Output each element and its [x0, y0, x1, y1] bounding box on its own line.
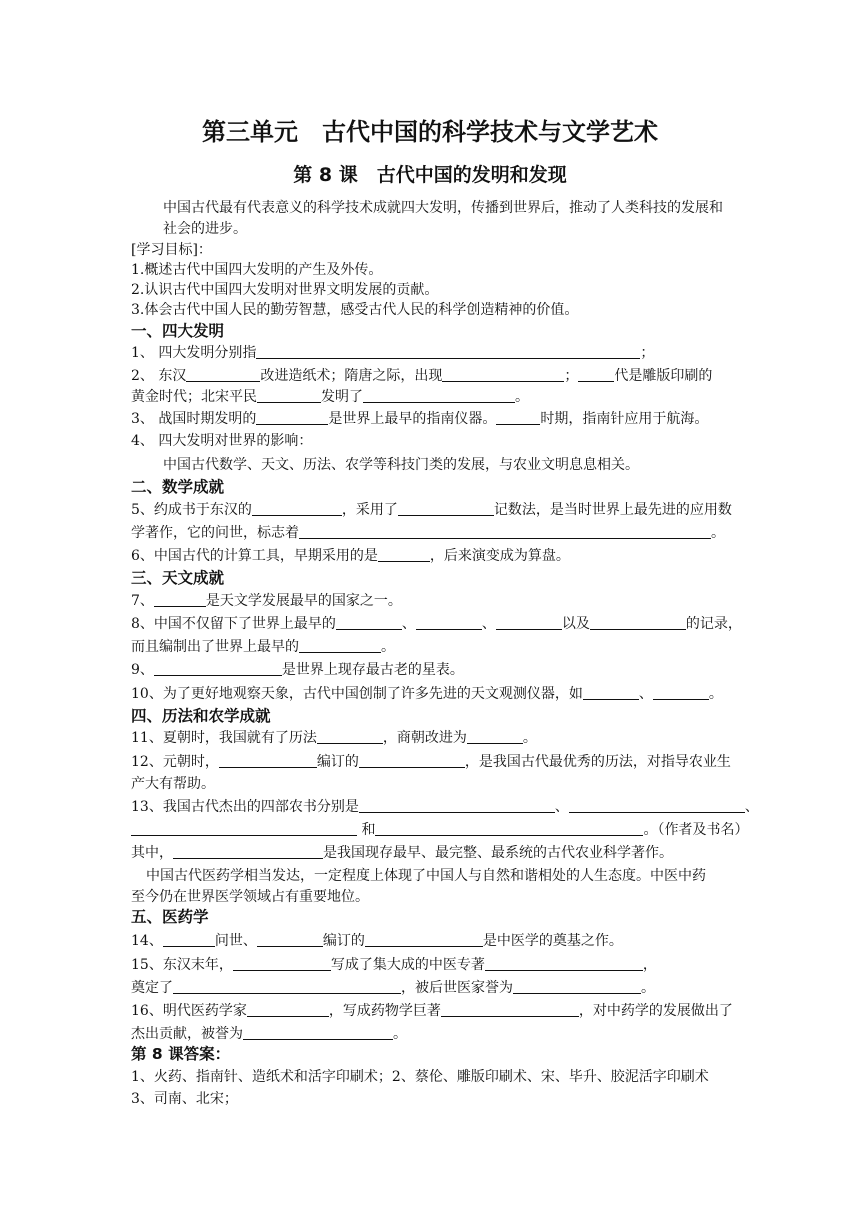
question-13-line-2: 和 。（作者及书名）	[131, 820, 748, 840]
section-heading: 四、历法和农学成就	[131, 707, 271, 725]
question-15-line-1: 15、东汉末年， 写成了集大成的中医专著 ，	[131, 957, 657, 973]
answer-blank[interactable]	[173, 844, 323, 859]
section-heading: 一、四大发明	[131, 322, 225, 340]
question-8-line-2: 而且编制出了世界上最早的 。	[131, 639, 395, 655]
answer-blank[interactable]	[378, 547, 430, 562]
answer-blank[interactable]	[359, 798, 555, 813]
note-medicine-line-1: 中国古代医药学相当发达，一定程度上体现了中国人与自然和谐相处的人生态度。中医中药	[146, 868, 706, 884]
answer-blank[interactable]	[398, 501, 494, 516]
question-13-line-1: 13、我国古代杰出的四部农书分别是 、 、	[131, 799, 759, 815]
intro-line-2: 社会的进步。	[163, 221, 247, 237]
goal-item-3: 3.体会古代中国人民的勤劳智慧，感受古代人民的科学创造精神的价值。	[131, 302, 579, 318]
question-5-line-1: 5、约成书于东汉的 ，采用了 记数法，是当时世界上最先进的应用数	[131, 502, 732, 518]
answer-blank[interactable]	[186, 367, 260, 382]
question-4: 4、 四大发明对世界的影响：	[131, 433, 313, 449]
question-3: 3、 战国时期发明的 是世界上最早的指南仪器。 时期，指南针应用于航海。	[131, 411, 709, 427]
answer-blank[interactable]	[173, 979, 401, 994]
unit-title: 第三单元 古代中国的科学技术与文学艺术	[202, 118, 658, 146]
answer-blank[interactable]	[336, 615, 402, 630]
answers-heading: 第 8 课答案：	[131, 1045, 231, 1063]
question-16-line-1: 16、明代医药学家 ，写成药物学巨著 ，对中药学的发展做出了	[131, 1003, 733, 1019]
answer-blank[interactable]	[496, 410, 540, 425]
answer-blank[interactable]	[163, 932, 215, 947]
question-2-line-2: 黄金时代；北宋平民 发明了 。	[131, 389, 529, 405]
answer-blank[interactable]	[256, 410, 328, 425]
answer-blank[interactable]	[317, 729, 383, 744]
question-1: 1、 四大发明分别指 ；	[131, 345, 655, 361]
answer-blank[interactable]	[442, 367, 564, 382]
answer-blank[interactable]	[219, 753, 317, 768]
answer-blank[interactable]	[485, 956, 643, 971]
answer-blank[interactable]	[363, 388, 515, 403]
note-agriculture: 中国古代数学、天文、历法、农学等科技门类的发展，与农业文明息息相关。	[163, 457, 639, 473]
answer-blank[interactable]	[257, 388, 321, 403]
answer-blank[interactable]	[299, 638, 381, 653]
question-8-line-1: 8、中国不仅留下了世界上最早的 、 、 以及 的记录，	[131, 616, 742, 632]
intro-line-1: 中国古代最有代表意义的科学技术成就四大发明，传播到世界后，推动了人类科技的发展和	[163, 200, 723, 216]
answer-blank[interactable]	[578, 367, 614, 382]
question-12-line-2: 产大有帮助。	[131, 776, 215, 792]
answer-blank[interactable]	[653, 685, 709, 700]
answer-blank[interactable]	[233, 956, 331, 971]
question-11: 11、夏朝时，我国就有了历法 ，商朝改进为 。	[131, 730, 537, 746]
section-heading: 三、天文成就	[131, 569, 225, 587]
question-15-line-2: 奠定了 ，被后世医家誉为 。	[131, 980, 655, 996]
answer-blank[interactable]	[365, 932, 483, 947]
goals-label: [学习目标]：	[131, 242, 212, 258]
answer-blank[interactable]	[496, 615, 562, 630]
answer-blank[interactable]	[513, 979, 641, 994]
lesson-title: 第 8 课 古代中国的发明和发现	[293, 164, 567, 186]
answer-blank[interactable]	[569, 798, 745, 813]
answer-blank[interactable]	[299, 524, 711, 539]
question-10: 10、为了更好地观察天象，古代中国创制了许多先进的天文观测仪器，如 、 。	[131, 686, 723, 702]
answer-blank[interactable]	[256, 344, 640, 359]
answer-blank[interactable]	[252, 501, 342, 516]
answer-blank[interactable]	[441, 1002, 579, 1017]
answer-blank[interactable]	[416, 615, 482, 630]
question-7: 7、 是天文学发展最早的国家之一。	[131, 593, 402, 609]
answer-blank[interactable]	[243, 1025, 393, 1040]
question-12-line-1: 12、元朝时， 编订的 ，是我国古代最优秀的历法，对指导农业生	[131, 754, 731, 770]
answer-blank[interactable]	[131, 821, 357, 836]
answer-blank[interactable]	[154, 592, 206, 607]
answers-line-1: 1、火药、指南针、造纸术和活字印刷术；2、蔡伦、雕版印刷术、宋、毕升、胶泥活字印刷术	[131, 1069, 709, 1085]
answer-blank[interactable]	[590, 615, 686, 630]
answer-blank[interactable]	[247, 1002, 329, 1017]
answer-blank[interactable]	[257, 932, 323, 947]
question-13-line-3: 其中， 是我国现存最早、最完整、最系统的古代农业科学著作。	[131, 845, 673, 861]
question-16-line-2: 杰出贡献，被誉为 。	[131, 1026, 407, 1042]
note-medicine-line-2: 至今仍在世界医学领域占有重要地位。	[131, 889, 369, 905]
answer-blank[interactable]	[583, 685, 639, 700]
answers-line-2: 3、司南、北宋；	[131, 1091, 238, 1107]
goal-item-2: 2.认识古代中国四大发明对世界文明发展的贡献。	[131, 282, 439, 298]
question-2-line-1: 2、 东汉 改进造纸术；隋唐之际，出现 ； 代是雕版印刷的	[131, 368, 713, 384]
question-6: 6、中国古代的计算工具，早期采用的是 ，后来演变成为算盘。	[131, 548, 570, 564]
answer-blank[interactable]	[154, 661, 282, 676]
answer-blank[interactable]	[359, 753, 465, 768]
question-14: 14、 问世、 编订的 是中医学的奠基之作。	[131, 933, 623, 949]
answer-blank[interactable]	[375, 821, 643, 836]
question-9: 9、 是世界上现存最古老的星表。	[131, 662, 464, 678]
section-heading: 二、数学成就	[131, 478, 225, 496]
section-heading: 五、医药学	[131, 908, 209, 926]
goal-item-1: 1.概述古代中国四大发明的产生及外传。	[131, 262, 383, 278]
answer-blank[interactable]	[467, 729, 523, 744]
question-5-line-2: 学著作，它的问世，标志着 。	[131, 525, 725, 541]
